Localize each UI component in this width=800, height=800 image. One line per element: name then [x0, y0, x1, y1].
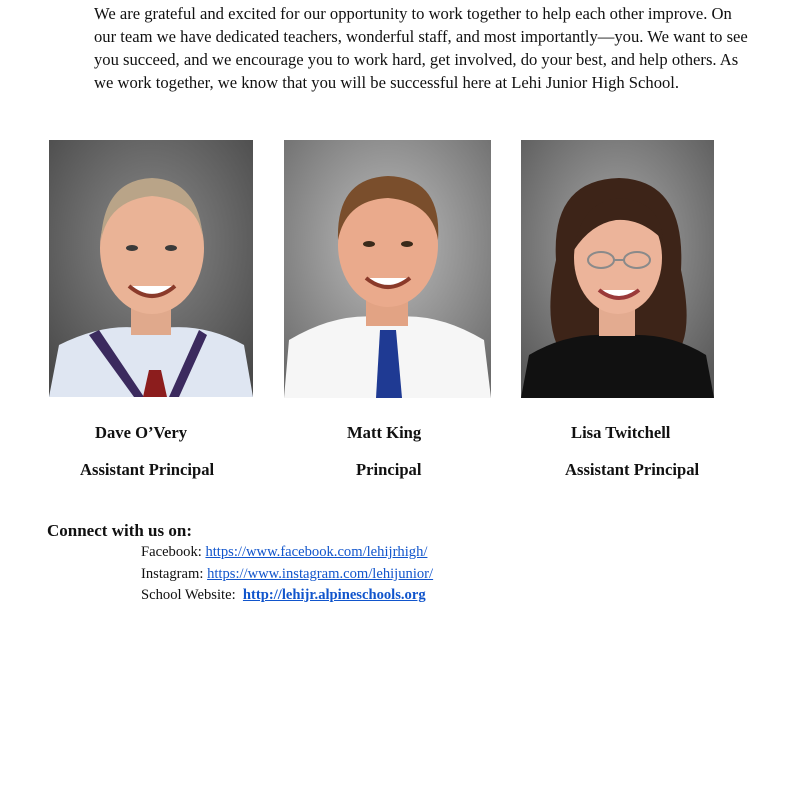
staff-photo-dave [49, 140, 253, 397]
staff-photo-matt [284, 140, 491, 398]
facebook-row [141, 544, 427, 561]
facebook-label: Facebook: [141, 544, 206, 560]
staff-title-dave: Assistant Principal [80, 460, 215, 479]
instagram-label: Instagram: [141, 566, 208, 582]
website-row [141, 587, 426, 604]
staff-title-lisa: Assistant Principal [565, 460, 700, 479]
staff-name-dave: Dave O’Very [95, 423, 188, 442]
staff-name-matt: Matt King [347, 423, 422, 442]
website-link[interactable]: http://lehijr.alpineschools.org [242, 587, 426, 603]
staff-title-matt: Principal [356, 460, 422, 479]
instagram-row [141, 566, 433, 583]
website-label: School Website: [141, 587, 243, 603]
facebook-link[interactable]: https://www.facebook.com/lehijrhigh/ [205, 544, 428, 560]
connect-heading: Connect with us on: [47, 521, 192, 540]
intro-paragraph: We are grateful and excited for our opportunity to work together to help each other improve. On our team we have dedicated teachers, wonderful staff, and most importantly—you. We want to see you succeed, and we encourage you to work hard, get involved, do your best, and help others. As we work together, we know that you will be successful here at Lehi Junior High School. [94, 4, 748, 92]
staff-photo-lisa [521, 140, 714, 398]
staff-name-lisa: Lisa Twitchell [571, 423, 671, 442]
instagram-link[interactable]: https://www.instagram.com/lehijunior/ [207, 566, 434, 582]
